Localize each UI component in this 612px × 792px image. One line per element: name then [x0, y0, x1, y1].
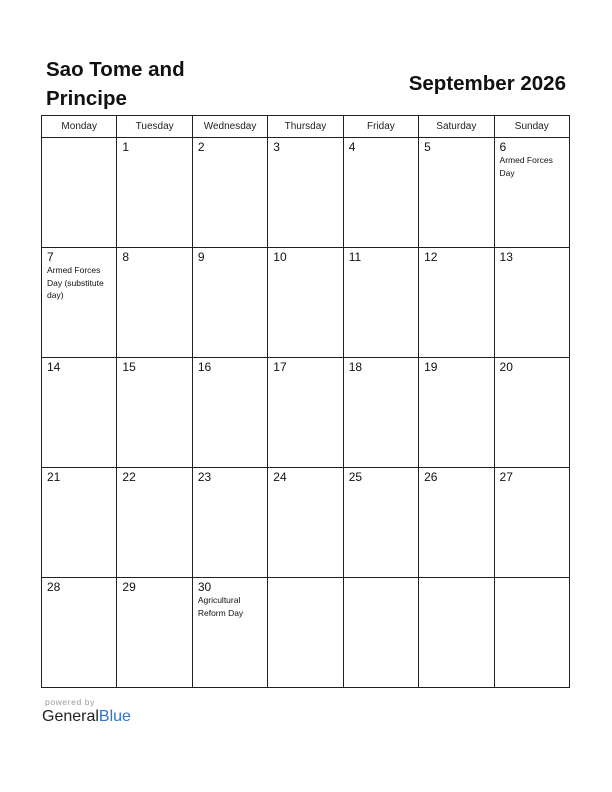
day-cell	[343, 358, 418, 468]
day-number: 7	[47, 250, 54, 264]
day-cell	[42, 468, 117, 578]
powered-by-label: powered by	[45, 697, 95, 707]
day-cell	[343, 468, 418, 578]
day-number: 26	[424, 470, 438, 484]
day-number: 18	[348, 360, 363, 374]
day-number: 6	[499, 140, 507, 154]
holiday-label: Armed Forces Day (substitute day)	[47, 265, 104, 300]
day-number: 12	[424, 250, 438, 264]
day-cell	[192, 358, 267, 468]
day-number: 9	[197, 250, 205, 264]
weekday-header: Tuesday	[117, 116, 192, 138]
weekday-header: Thursday	[268, 116, 343, 138]
weekday-header: Saturday	[419, 116, 494, 138]
day-number: 29	[122, 580, 136, 594]
day-cell	[268, 468, 343, 578]
weekday-header: Monday	[42, 116, 117, 138]
calendar-body	[42, 138, 570, 688]
month-title: September 2026	[408, 72, 566, 95]
day-cell	[343, 578, 418, 688]
day-cell	[343, 138, 418, 248]
day-cell	[343, 248, 418, 358]
day-cell	[268, 248, 343, 358]
day-cell	[117, 138, 192, 248]
day-number: 25	[348, 470, 363, 484]
day-cell	[268, 578, 343, 688]
brand-name-blue: Blue	[98, 708, 131, 725]
day-number: 21	[47, 470, 61, 484]
day-cell	[192, 138, 267, 248]
day-number: 30	[197, 580, 212, 594]
holiday-label: Agricultural Reform Day	[197, 595, 244, 618]
day-cell	[419, 358, 494, 468]
day-number: 1	[122, 140, 130, 154]
day-cell	[419, 248, 494, 358]
day-number: 23	[197, 470, 212, 484]
day-number: 5	[424, 140, 431, 154]
day-cell	[419, 138, 494, 248]
week-row	[42, 248, 570, 358]
brand-logo	[42, 708, 131, 726]
day-cell	[494, 578, 569, 688]
week-row	[42, 358, 570, 468]
brand-name-general: General	[42, 708, 99, 725]
day-cell	[192, 578, 267, 688]
day-number: 17	[273, 360, 287, 374]
day-number: 11	[348, 250, 362, 264]
day-cell	[494, 138, 569, 248]
day-number: 20	[499, 360, 513, 374]
day-number: 13	[499, 250, 513, 264]
day-cell	[192, 248, 267, 358]
calendar-grid	[41, 115, 570, 688]
day-cell	[42, 248, 117, 358]
weekday-header: Wednesday	[192, 116, 267, 138]
day-cell	[268, 358, 343, 468]
day-number: 4	[348, 140, 356, 154]
country-name: Sao Tome and Principe	[46, 58, 185, 110]
day-cell	[192, 468, 267, 578]
day-cell	[419, 578, 494, 688]
day-number: 27	[499, 470, 513, 484]
day-cell	[42, 358, 117, 468]
day-number: 8	[122, 250, 130, 264]
day-number: 28	[47, 580, 61, 594]
day-cell	[494, 468, 569, 578]
day-cell	[117, 248, 192, 358]
day-number: 24	[273, 470, 287, 484]
holiday-label: Armed Forces Day	[499, 155, 553, 178]
day-cell	[494, 358, 569, 468]
week-row	[42, 468, 570, 578]
weekday-header: Friday	[343, 116, 418, 138]
day-number: 10	[273, 250, 287, 264]
day-number: 2	[197, 140, 205, 154]
day-cell	[42, 138, 117, 248]
day-cell	[419, 468, 494, 578]
day-cell	[117, 468, 192, 578]
day-cell	[268, 138, 343, 248]
day-cell	[117, 578, 192, 688]
day-number: 22	[122, 470, 136, 484]
day-cell	[117, 358, 192, 468]
day-number: 15	[122, 360, 136, 374]
day-cell	[494, 248, 569, 358]
week-row	[42, 138, 570, 248]
day-cell	[42, 578, 117, 688]
day-number: 14	[47, 360, 61, 374]
footer-branding	[42, 697, 131, 726]
day-number: 16	[197, 360, 212, 374]
week-row	[42, 578, 570, 688]
weekday-header: Sunday	[494, 116, 569, 138]
day-number: 3	[273, 140, 280, 154]
weekday-header-row	[42, 116, 570, 138]
day-number: 19	[424, 360, 438, 374]
